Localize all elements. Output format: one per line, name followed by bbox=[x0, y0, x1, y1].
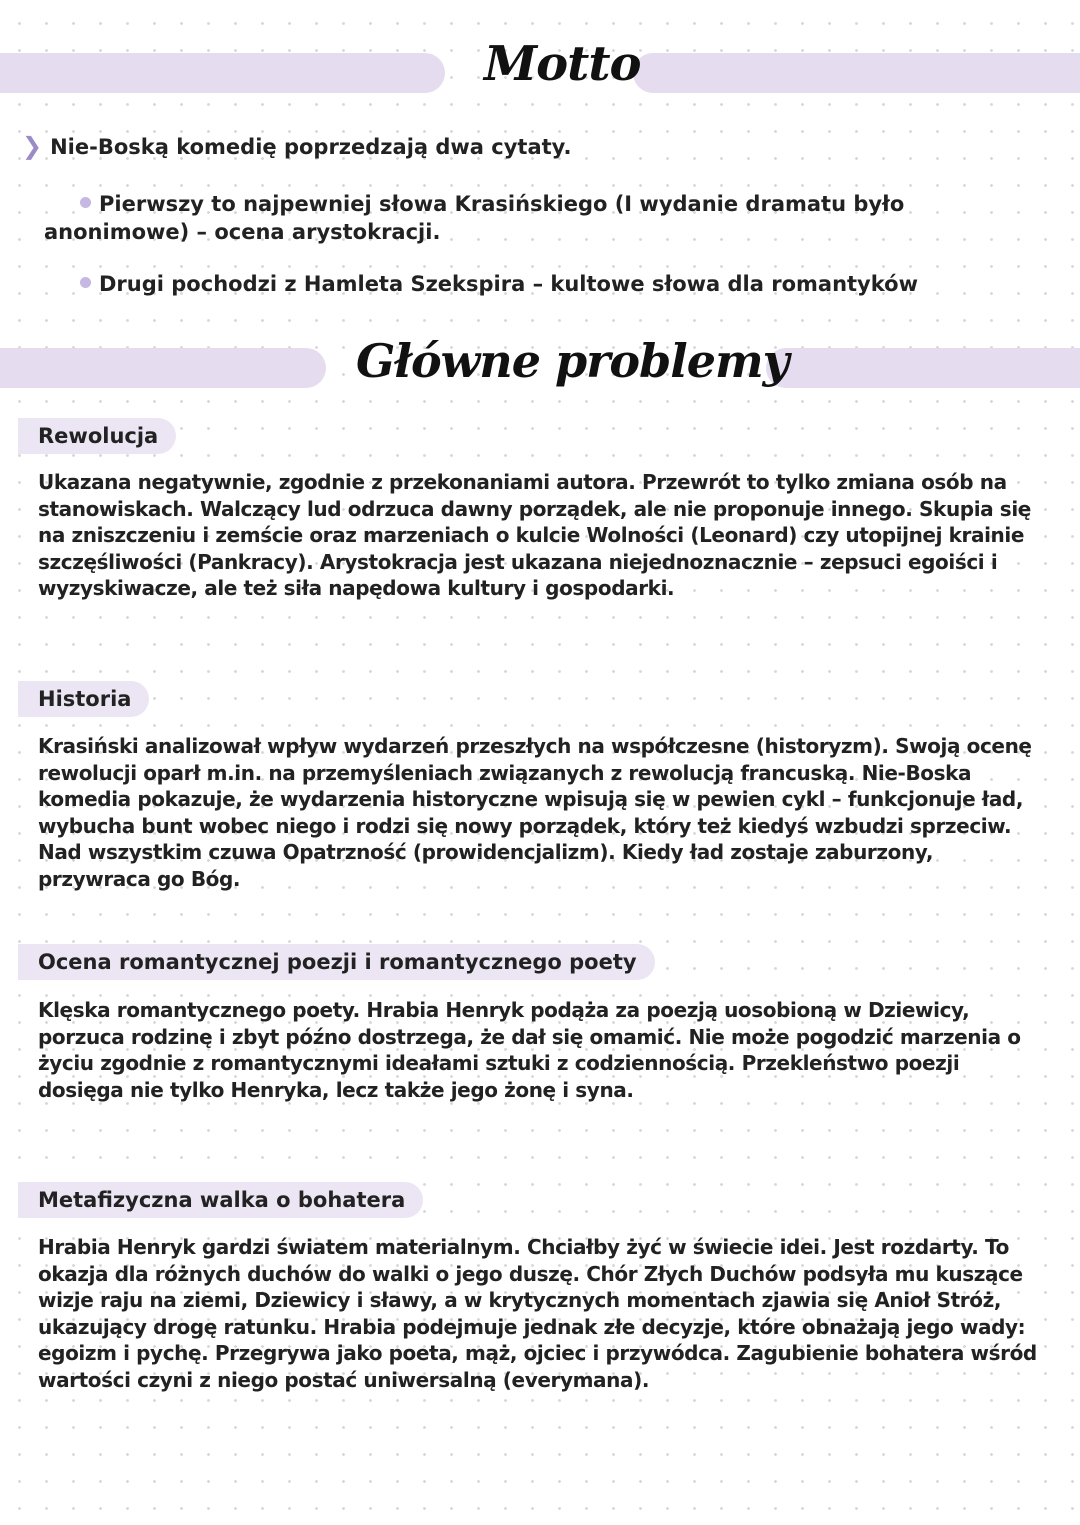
section-text-metafizyczna-walka: Hrabia Henryk gardzi światem materialnym. Chciałby żyć w świecie idei. Jest rozdarty. To okazja dla różnych duchów do walki o jego duszę. Chór Złych Duchów podsyła mu kuszące wizje raju na ziemi, Dziewicy i sławy, a w krytycznych momentach zjawia się Anioł Stróż, ukazujący drogę ratunku. Hrabia podejmuje jednak złe decyzje, które obnażają jego wady: egoizm i pychę. Przegrywa jako poeta, mąż, ojciec i przywódca. Zagubienie bohatera wśród wartości czyni z niego postać uniwersalną (everymana). bbox=[38, 1235, 1037, 1392]
motto-bullet-1 bbox=[44, 190, 1034, 246]
section-label-metafizyczna-walka: Metafizyczna walka o bohatera bbox=[18, 1182, 423, 1218]
bullet-dot-icon bbox=[80, 277, 91, 288]
motto-bullet-1-text: Pierwszy to najpewniej słowa Krasińskiego (I wydanie dramatu było anonimowe) – ocena arystokracji. bbox=[44, 192, 905, 244]
section-label-rewolucja: Rewolucja bbox=[18, 418, 176, 454]
motto-band-left bbox=[0, 53, 445, 93]
problems-band-left bbox=[0, 348, 326, 388]
section-text-historia: Krasiński analizował wpływ wydarzeń przeszłych na współczesne (historyzm). Swoją ocenę rewolucji oparł m.in. na przemyśleniach związanych z rewolucją francuską. Nie-Boska komedia pokazuje, że wydarzenia historyczne wpisują się w pewien cykl – funkcjonuje ład, wybucha bunt wobec niego i rodzi się nowy porządek, który też kiedyś wzbudzi sprzeciw. Nad wszystkim czuwa Opatrzność (prowidencjalizm). Kiedy ład zostaje zaburzony, przywraca go Bóg. bbox=[38, 734, 1032, 891]
motto-bullet-2-text: Drugi pochodzi z Hamleta Szekspira – kultowe słowa dla romantyków bbox=[99, 272, 918, 296]
motto-intro bbox=[22, 132, 1062, 160]
problems-heading: Główne problemy bbox=[356, 334, 789, 388]
motto-band-right bbox=[633, 53, 1080, 93]
motto-bullet-2 bbox=[80, 270, 1040, 298]
section-label-ocena-poezji: Ocena romantycznej poezji i romantycznego poety bbox=[18, 944, 655, 980]
bullet-dot-icon bbox=[80, 197, 91, 208]
motto-heading: Motto bbox=[484, 36, 641, 92]
motto-intro-text: Nie-Boską komedię poprzedzają dwa cytaty. bbox=[50, 135, 572, 159]
problems-band-right bbox=[766, 348, 1080, 388]
section-text-rewolucja: Ukazana negatywnie, zgodnie z przekonaniami autora. Przewrót to tylko zmiana osób na stanowiskach. Walczący lud odrzuca dawny porządek, ale nie proponuje innego. Skupia się na zniszczeniu i zemście oraz marzeniach o kulcie Wolności (Leonard) czy utopijnej krainie szczęśliwości (Pankracy). Arystokracja jest ukazana niejednoznacznie – zepsuci egoiści i wyzyskiwacze, ale też siła napędowa kultury i gospodarki. bbox=[38, 470, 1031, 600]
chevron-right-icon: ❯ bbox=[22, 132, 43, 160]
section-label-historia: Historia bbox=[18, 681, 149, 717]
section-text-ocena-poezji: Klęska romantycznego poety. Hrabia Henryk podąża za poezją uosobioną w Dziewicy, porzuca rodzinę i zbyt późno dostrzega, że dał się omamić. Nie może pogodzić marzenia o życiu zgodnie z romantycznymi ideałami sztuki z codziennością. Przekleństwo poezji dosięga nie tylko Henryka, lecz także jego żonę i syna. bbox=[38, 998, 1021, 1102]
